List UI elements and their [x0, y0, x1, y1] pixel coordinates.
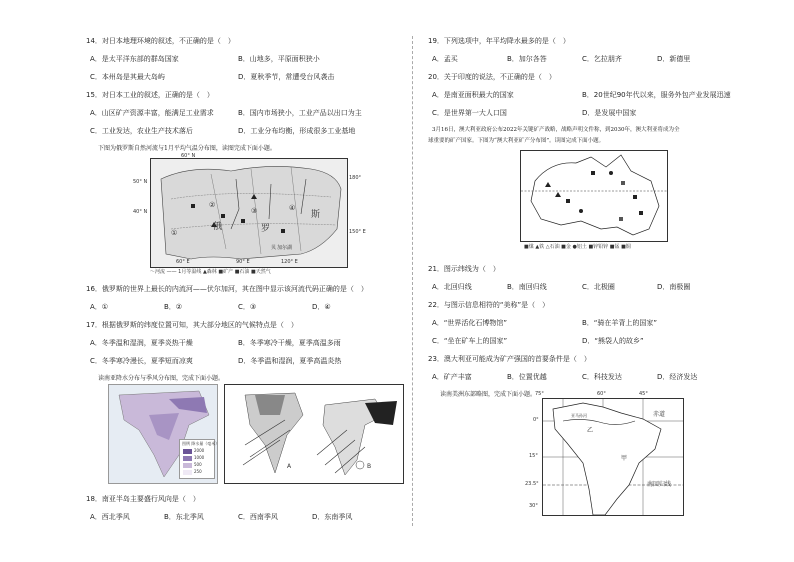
- option-a[interactable]: A．“世界活化石博物馆”: [432, 319, 508, 327]
- option-d[interactable]: D．冬季温和湿润，夏季高温炎热: [238, 357, 342, 365]
- option-b[interactable]: B．加尔各答: [507, 55, 547, 63]
- label-40n: 40° N: [133, 209, 148, 215]
- right-column-lower: [428, 264, 733, 403]
- label-lat-0: 0°: [533, 417, 539, 423]
- question-stem: 17．根据俄罗斯的纬度位置可知，其大部分地区的气候特点是（ ）: [86, 321, 298, 329]
- question-stem: 16．俄罗斯的世界上最长的内流河——伏尔加河，其在图中显示该河流代码正确的是（ ）: [86, 285, 368, 293]
- option-c[interactable]: C．工业发达，农业生产技术落后: [90, 127, 193, 135]
- label-180: 180°: [349, 175, 362, 181]
- samerica-map: [525, 391, 684, 516]
- samerica-intro: 读南美洲东部略图，完成下面小题。: [440, 391, 537, 398]
- option-d[interactable]: D．东南季风: [312, 513, 353, 521]
- label-jia: 甲: [621, 455, 628, 462]
- rain-legend-title: 图例 降水量（毫米）: [182, 441, 220, 446]
- option-a[interactable]: A．①: [90, 303, 109, 311]
- label-a: A: [287, 463, 292, 470]
- rain-500: 500: [194, 462, 202, 467]
- rain-2000: 2000: [194, 448, 205, 453]
- question-stem: 19．下列选项中，年平均降水最多的是（ ）: [428, 37, 570, 45]
- label-tropic: 南回归线: [647, 481, 672, 488]
- option-b[interactable]: B．位置优越: [507, 373, 547, 381]
- label-region-2: ②: [209, 201, 216, 209]
- label-region-3: ③: [251, 207, 258, 215]
- left-column-lower: [86, 284, 386, 387]
- label-lat-30: 30°: [529, 503, 538, 509]
- question-stem: 15．对日本工业的叙述，正确的是（ ）: [86, 91, 214, 99]
- option-d[interactable]: D．④: [312, 303, 331, 311]
- question-stem: 21．图示纬线为（ ）: [428, 265, 500, 273]
- label-lat-15: 15°: [529, 453, 538, 459]
- column-divider: [412, 36, 413, 526]
- label-amazon: 亚马孙河: [571, 413, 587, 418]
- rain-legend: [179, 439, 220, 479]
- option-a[interactable]: A．孟买: [432, 55, 458, 63]
- label-lon-45: 45°: [639, 391, 648, 397]
- option-d[interactable]: D．经济发达: [657, 373, 698, 381]
- southasia-monsoon-graphic: [225, 385, 403, 483]
- option-c[interactable]: C．本州岛是其最大岛屿: [90, 73, 165, 81]
- option-c[interactable]: C．北极圈: [582, 283, 615, 291]
- southasia-intro: 读南亚降水分布与季风分布图，完成下面小题。: [98, 375, 225, 382]
- aus-intro-1: 3月16日，澳大利亚政府公布2022年关键矿产战略，战略声明文件称，到2030年，澳大利亚将成为全: [432, 127, 680, 133]
- option-a[interactable]: A．山区矿产资源丰富，能满足工业需求: [90, 109, 214, 117]
- question-15: [86, 90, 386, 136]
- australia-legend: ■煤 ▲铁 △石油 ■金 ●铝土 ■锌铅锌 ■锰 ■铜: [524, 244, 631, 250]
- label-region-1: ①: [171, 229, 178, 237]
- question-stem: 14．对日本地理环境的叙述，不正确的是（ ）: [86, 37, 235, 45]
- option-c[interactable]: C．“坐在矿车上的国家”: [432, 337, 508, 345]
- option-b[interactable]: B．冬季寒冷干燥，夏季高温多雨: [238, 339, 341, 347]
- question-20: [428, 72, 733, 118]
- option-b[interactable]: B．东北季风: [164, 513, 204, 521]
- label-120e: 120° E: [281, 259, 298, 265]
- label-region-4: ④: [289, 204, 296, 212]
- russia-intro: 下图为俄罗斯自然河流与1月平均气温分布图，读图完成下面小题。: [98, 145, 276, 152]
- option-a[interactable]: A．冬季温和湿润，夏季炎热干燥: [90, 339, 193, 347]
- question-16: [86, 284, 386, 312]
- label-lon-60: 60°: [597, 391, 606, 397]
- label-si: 斯: [311, 210, 321, 220]
- aus-intro-2: 球重要的矿产国家。下图为“澳大利亚矿产分布图”。读图完成下面小题。: [428, 138, 605, 144]
- option-d[interactable]: D．“熊袋人的故乡”: [582, 337, 644, 345]
- option-b[interactable]: B．国内市场狭小，工业产品以出口为主: [238, 109, 362, 117]
- option-c[interactable]: C．③: [238, 303, 257, 311]
- label-b: B: [367, 463, 372, 470]
- australia-map-graphic: [521, 151, 667, 241]
- label-60e: 60° E: [176, 259, 190, 265]
- option-b[interactable]: B．20世纪90年代以来，服务外包产业发展迅速: [582, 91, 731, 99]
- rain-1000: 1000: [194, 455, 205, 460]
- question-stem: 20．关于印度的说法，不正确的是（ ）: [428, 73, 556, 81]
- option-b[interactable]: B．南回归线: [507, 283, 547, 291]
- option-c[interactable]: C．科技发达: [582, 373, 622, 381]
- russia-map: [133, 153, 366, 268]
- label-equator: 赤道: [653, 411, 666, 418]
- option-a[interactable]: A．是太平洋东部的群岛国家: [90, 55, 179, 63]
- option-c[interactable]: C．是世界第一大人口国: [432, 109, 507, 117]
- option-c[interactable]: C．乞拉朋齐: [582, 55, 622, 63]
- label-baikal: 加尔湖: [277, 245, 293, 251]
- option-b[interactable]: B．山地多，平原面积狭小: [238, 55, 320, 63]
- question-stem: 18．南亚半岛主要盛行风向是（ ）: [86, 495, 200, 503]
- australia-map: [520, 150, 668, 242]
- question-19: [428, 36, 733, 64]
- question-stem: 22．与图示信息相符的“美称”是（ ）: [428, 301, 550, 309]
- question-stem: 23．澳大利亚可能成为矿产强国的首要条件是（ ）: [428, 355, 591, 363]
- southasia-monsoon-map: [224, 384, 404, 484]
- option-a[interactable]: A．是南亚面积最大的国家: [432, 91, 514, 99]
- label-60n: 60° N: [181, 153, 196, 159]
- label-lon-75: 75°: [535, 391, 544, 397]
- question-14: [86, 36, 386, 82]
- option-d[interactable]: D．新德里: [657, 55, 691, 63]
- option-d[interactable]: D．是发展中国家: [582, 109, 637, 117]
- option-a[interactable]: A．北回归线: [432, 283, 472, 291]
- left-column: [86, 36, 386, 157]
- question-17: [86, 320, 386, 366]
- label-yi: 乙: [587, 427, 594, 434]
- option-a[interactable]: A．矿产丰富: [432, 373, 472, 381]
- option-b[interactable]: B．“骑在羊背上的国家”: [582, 319, 658, 327]
- label-lat-23-5: 23.5°: [525, 481, 539, 487]
- russia-map-legend: ～河流 —— 1月等温线 ▲森林 ■矿产 ■石油 ■天然气: [150, 269, 271, 275]
- label-90e: 90° E: [236, 259, 250, 265]
- question-18: [86, 494, 386, 522]
- right-column: [428, 36, 733, 150]
- question-21: [428, 264, 733, 292]
- question-23: [428, 354, 733, 382]
- label-luo: 罗: [261, 224, 271, 234]
- rain-250: 250: [194, 469, 202, 474]
- label-150e: 150° E: [349, 229, 366, 235]
- southasia-rain-map: [108, 384, 218, 484]
- question-22: [428, 300, 733, 346]
- option-d[interactable]: D．工业分布均衡，形成很多工业基地: [238, 127, 356, 135]
- label-bei: 贝: [271, 245, 277, 251]
- option-a[interactable]: A．西北季风: [90, 513, 130, 521]
- option-c[interactable]: C．西南季风: [238, 513, 278, 521]
- option-b[interactable]: B．②: [164, 303, 183, 311]
- label-50n: 50° N: [133, 179, 148, 185]
- option-d[interactable]: D．南极圈: [657, 283, 691, 291]
- option-c[interactable]: C．冬季寒冷漫长，夏季短而凉爽: [90, 357, 193, 365]
- option-d[interactable]: D．夏秋季节，常遭受台风袭击: [238, 73, 335, 81]
- label-e: 俄: [213, 222, 223, 232]
